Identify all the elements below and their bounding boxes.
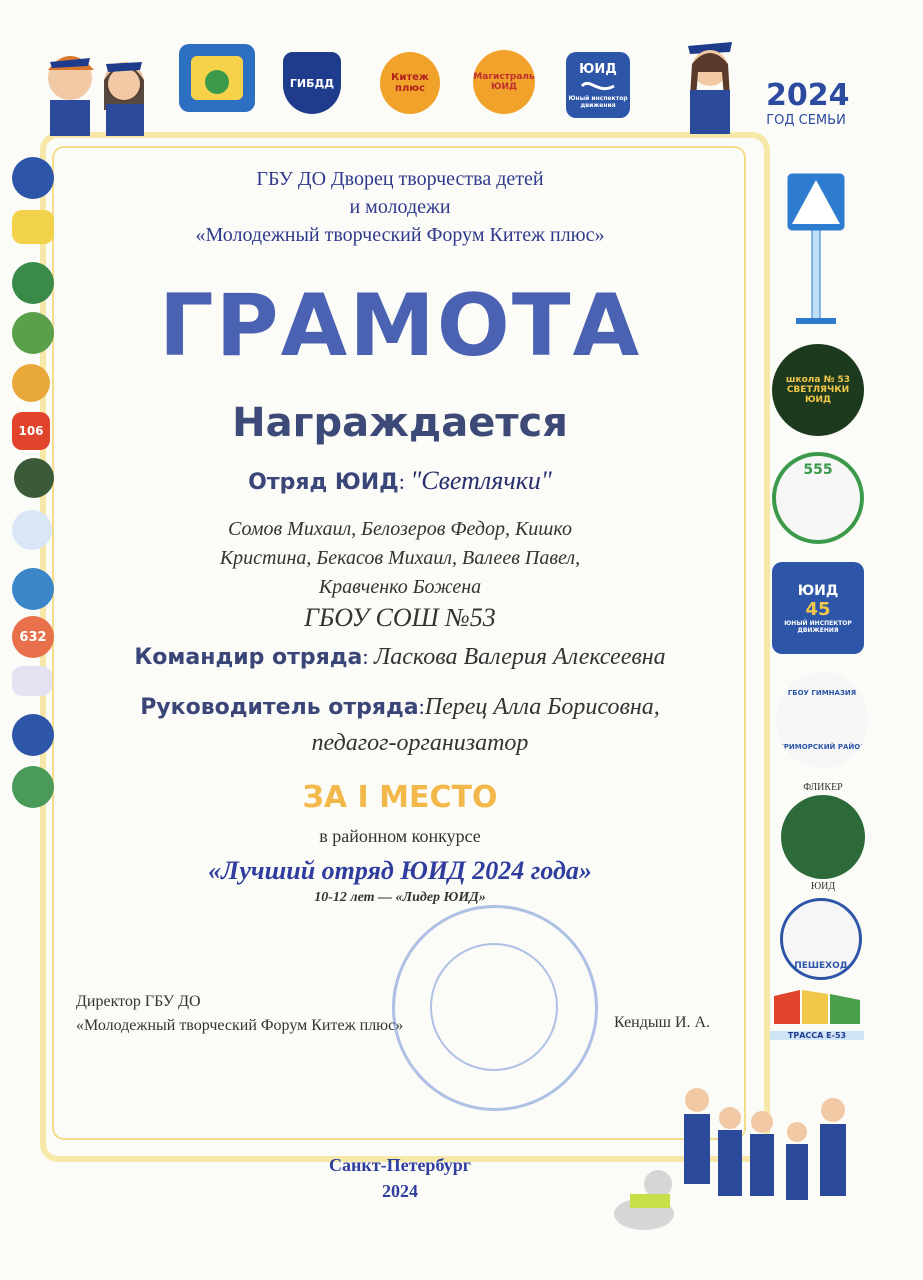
trassa-logo: ТРАССА Е-53 xyxy=(770,986,864,1042)
pedestrian-crossing-sign-icon xyxy=(782,170,852,330)
school-632-logo: 632 xyxy=(12,616,54,658)
left-logo-1 xyxy=(12,157,54,199)
official-seal-emblem xyxy=(430,943,558,1071)
left-logo-12 xyxy=(12,714,54,756)
members-list: Сомов Михаил, Белозеров Федор, Кишко Кристина, Бекасов Михаил, Валеев Павел, Кравченко Божена xyxy=(219,518,581,598)
footer-city-year: Санкт-Петербург 2024 xyxy=(329,1155,471,1201)
yuid-logo: ЮИД Юный инспектор движения xyxy=(566,52,630,118)
cartoon-kids-illustration xyxy=(28,40,156,136)
partner-logo xyxy=(179,44,255,112)
director-name: Кендыш И. А. xyxy=(614,1014,711,1031)
gymnasium-logo: ГБОУ ГИМНАЗИЯ ПРИМОРСКИЙ РАЙОН xyxy=(776,672,868,768)
magistral-logo: Магистраль ЮИД xyxy=(473,50,535,114)
commander-line: Командир отряда: Ласкова Валерия Алексеевна xyxy=(134,644,666,670)
squad-line: Отряд ЮИД: "Светлячки" xyxy=(248,466,552,495)
svetlyachki-logo: школа № 53 СВЕТЛЯЧКИ ЮИД xyxy=(772,344,864,436)
left-logo-13 xyxy=(12,766,54,808)
left-logo-8 xyxy=(12,510,52,550)
flicker-logo: ФЛИКЕР ЮИД xyxy=(778,782,868,892)
left-logo-5 xyxy=(12,364,50,402)
left-logo-2 xyxy=(12,210,54,244)
left-logo-9 xyxy=(12,568,54,610)
school-106-logo: 106 xyxy=(12,412,50,450)
left-logo-4 xyxy=(12,312,54,354)
left-logo-7 xyxy=(14,458,54,498)
contest-subtitle: 10-12 лет — «Лидер ЮИД» xyxy=(314,890,486,905)
kitezh-logo: Китеж плюс xyxy=(380,52,440,114)
pedestrian-logo: ПЕШЕХОД xyxy=(780,898,862,980)
yuid-45-logo: ЮИД 45 ЮНЫЙ ИНСПЕКТОР ДВИЖЕНИЯ xyxy=(772,562,864,654)
cartoon-girl-illustration xyxy=(674,28,746,134)
left-logo-3 xyxy=(12,262,54,304)
awarded-heading: Награждается xyxy=(232,400,568,446)
place-award: ЗА I МЕСТО xyxy=(302,780,498,815)
kids-with-dog-illustration xyxy=(600,1074,860,1234)
certificate-title: ГРАМОТА xyxy=(158,276,642,376)
contest-intro: в районном конкурсе xyxy=(319,826,481,846)
director-block: Директор ГБУ ДО «Молодежный творческий Форум Китеж плюс» xyxy=(76,993,404,1034)
leader-line: Руководитель отряда:Перец Алла Борисовна, xyxy=(140,694,660,720)
school-555-logo: 555 xyxy=(772,452,864,544)
school-name: ГБОУ СОШ №53 xyxy=(304,603,496,632)
left-logo-11 xyxy=(12,666,52,696)
family-year-badge: 2024 ГОД СЕМЬИ xyxy=(766,78,850,128)
leader-role: педагог-организатор xyxy=(311,730,529,756)
gibdd-logo: ГИБДД xyxy=(283,52,341,114)
contest-title: «Лучший отряд ЮИД 2024 года» xyxy=(208,856,592,885)
organization-header: ГБУ ДО Дворец творчества детей и молодежи «Молодежный творческий Форум Китеж плюс» xyxy=(195,168,605,246)
